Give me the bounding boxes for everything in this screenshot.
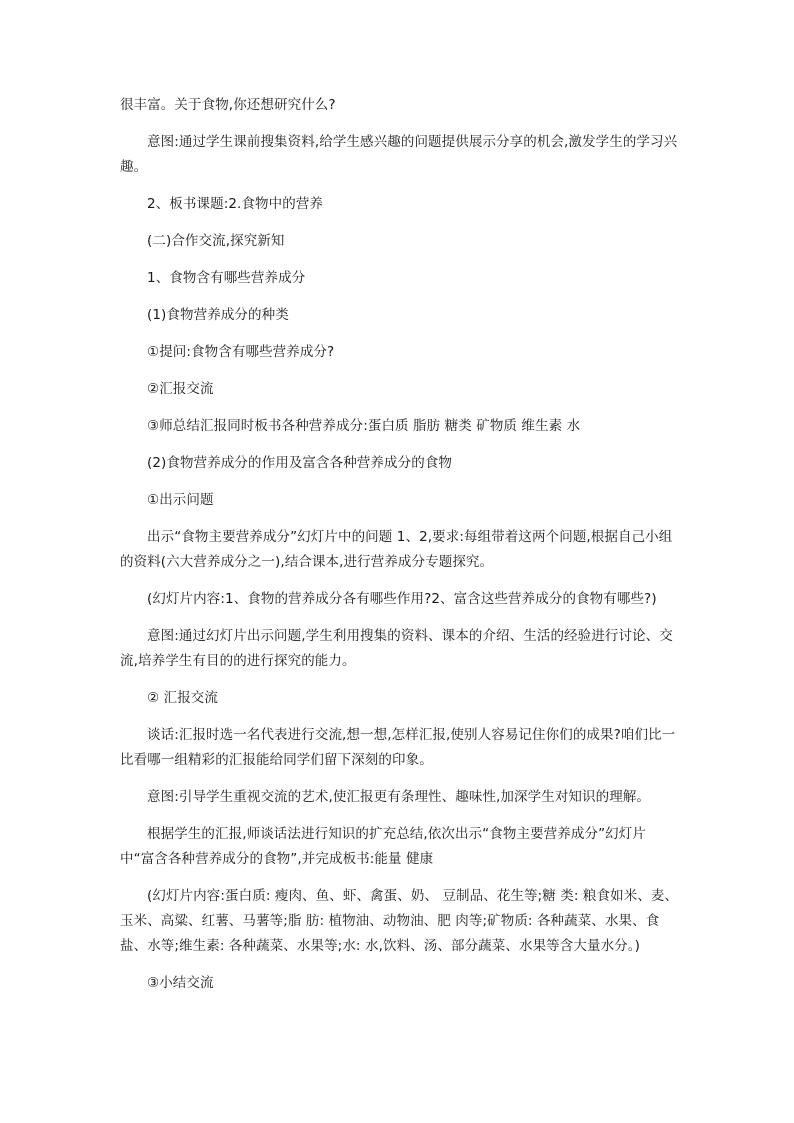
paragraph-7: ①提问:食物含有哪些营养成分? [147,344,335,360]
paragraph-15: ② 汇报交流 [147,690,218,706]
paragraph-13: (幻灯片内容:1、食物的营养成分各有哪些作用?2、富含这些营养成分的食物有哪些?) [147,591,657,607]
paragraph-9: ③师总结汇报同时板书各种营养成分:蛋白质 脂肪 糖类 矿物质 维生素 水 [147,418,581,434]
paragraph-14: 意图:通过幻灯片出示问题,学生利用搜集的资料、课本的介绍、生活的经验进行讨论、交流,培养学生有目的的进行探究的能力。 [120,628,673,669]
paragraph-6: (1)食物营养成分的种类 [147,307,289,323]
paragraph-4: (二)合作交流,探究新知 [147,233,285,249]
paragraph-17: 意图:引导学生重视交流的艺术,使汇报更有条理性、趣味性,加深学生对知识的理解。 [147,789,651,805]
paragraph-10: (2)食物营养成分的作用及富含各种营养成分的食物 [147,455,453,471]
paragraph-1: 很丰富。关于食物,你还想研究什么? [120,97,336,113]
paragraph-16: 谈话:汇报时选一名代表进行交流,想一想,怎样汇报,使别人容易记住你们的成果?咱们比一比看哪一组精彩的汇报能给同学们留下深刻的印象。 [120,727,676,768]
paragraph-18: 根据学生的汇报,师谈话法进行知识的扩充总结,依次出示“食物主要营养成分”幻灯片中“富含各种营养成分的食物”,并完成板书:能量 健康 [120,826,646,867]
paragraph-5: 1、食物含有哪些营养成分 [147,270,306,286]
paragraph-12: 出示“食物主要营养成分”幻灯片中的问题 1、2,要求:每组带着这两个问题,根据自己小组的资料(六大营养成分之一),结合课本,进行营养成分专题探究。 [120,529,673,570]
document-body [120,93,680,1008]
paragraph-11: ①出示问题 [147,492,214,508]
paragraph-3: 2、板书课题:2.食物中的营养 [147,196,324,212]
paragraph-8: ②汇报交流 [147,381,214,397]
paragraph-19: (幻灯片内容:蛋白质: 瘦肉、鱼、虾、禽蛋、奶、 豆制品、花生等;糖 类: 粮食如米、麦、玉米、高粱、红薯、马薯等;脂 肪: 植物油、动物油、肥 肉等;矿物质: 各种蔬菜、水果、食盐、水等;维生素: 各种蔬菜、水果等;水: 水,饮料、汤、部分蔬菜、水果等含大量水分。) [120,888,679,954]
paragraph-20: ③小结交流 [147,975,214,991]
paragraph-2: 意图:通过学生课前搜集资料,给学生感兴趣的问题提供展示分享的机会,激发学生的学习兴趣。 [120,134,678,175]
